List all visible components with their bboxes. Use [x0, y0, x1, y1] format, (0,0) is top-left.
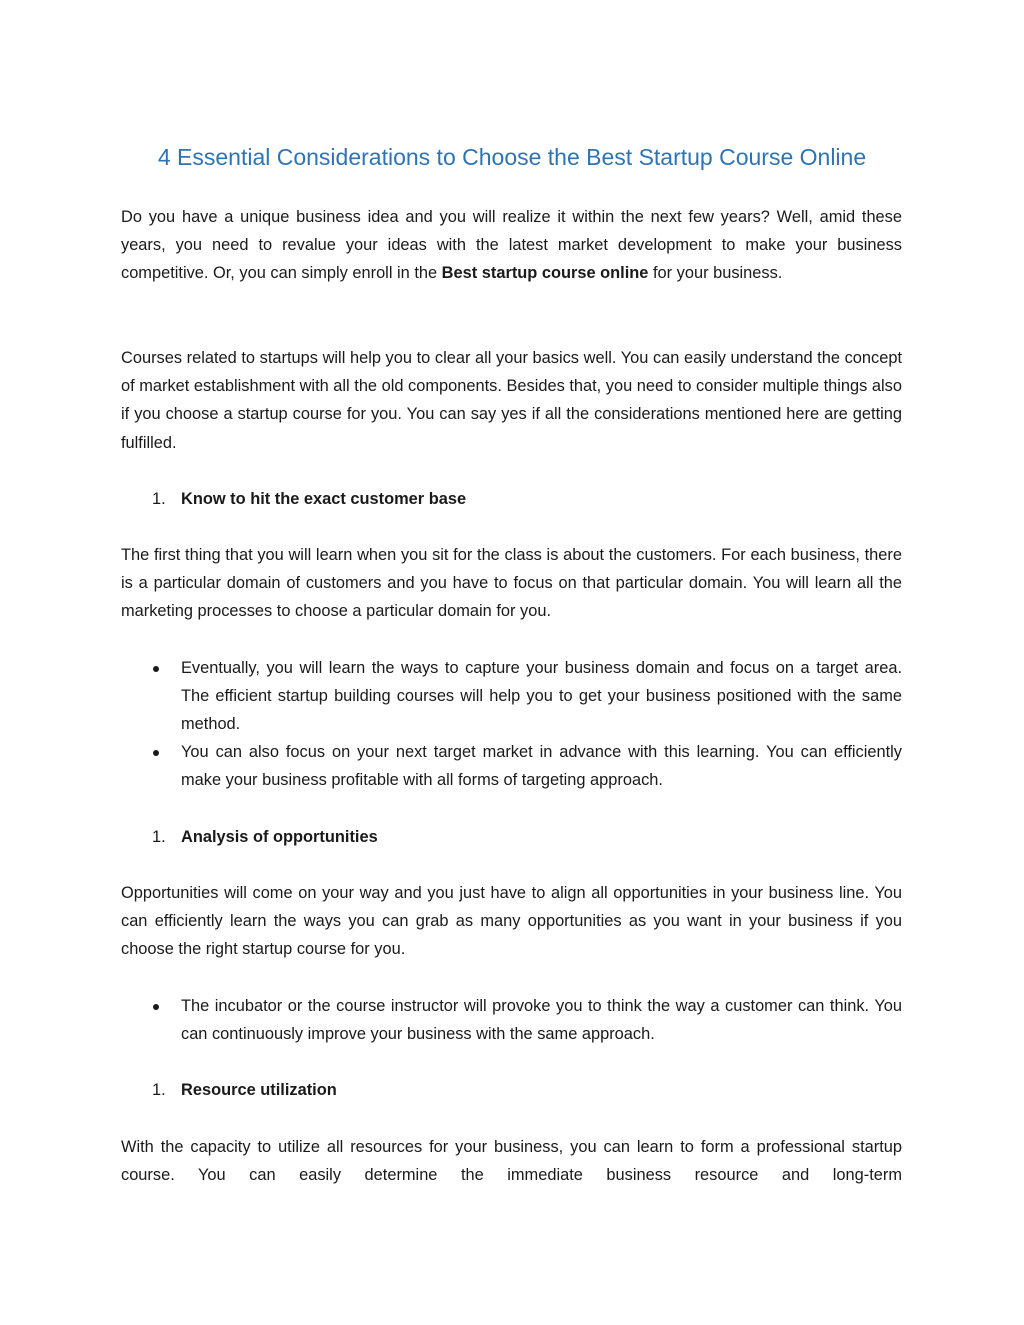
section-number: 1.: [152, 490, 166, 508]
bullet-icon: [153, 750, 159, 756]
section-heading-resource-utilization: [152, 1076, 337, 1104]
section-heading-text: Know to hit the exact customer base: [181, 490, 467, 508]
bullet-item: Eventually, you will learn the ways to capture your business domain and focus on a target area. The efficient startup building courses will help you to get your business positioned with the same method.: [181, 659, 902, 734]
bullet-icon: [153, 1004, 159, 1010]
section-number: 1.: [152, 828, 166, 846]
section-heading-text: Analysis of opportunities: [181, 828, 378, 846]
bullet-item: You can also focus on your next target market in advance with this learning. You can efficiently make your business profitable with all forms of targeting approach.: [181, 743, 902, 790]
section-number: 1.: [152, 1081, 166, 1099]
intro-paragraph: [121, 203, 902, 288]
section-heading-customer-base: [152, 485, 466, 513]
intro-highlight: Best startup course online: [441, 264, 649, 283]
section-body-opportunities: Opportunities will come on your way and you just have to align all opportunities in your business line. You can efficiently learn the ways you can grab as many opportunities as you want in your business if you choose the right startup course for you.: [121, 884, 902, 959]
section-heading-text: Resource utilization: [181, 1081, 337, 1099]
document-title: 4 Essential Considerations to Choose the Best Startup Course Online: [157, 144, 867, 170]
bullet-item: The incubator or the course instructor will provoke you to think the way a customer can think. You can continuously improve your business with the same approach.: [181, 997, 902, 1044]
intro-text-after: for your business.: [648, 264, 783, 283]
courses-paragraph: Courses related to startups will help you to clear all your basics well. You can easily understand the concept of market establishment with all the old components. Besides that, you need to consider multiple things also if you choose a startup course for you. You can say yes if all the considerations mentioned here are getting fulfilled.: [121, 349, 902, 452]
section-body-resource-utilization: With the capacity to utilize all resources for your business, you can learn to form a professional startup course. You can easily determine the immediate business resource and long-term: [121, 1138, 902, 1185]
section-heading-opportunities: [152, 823, 378, 851]
section-body-customer-base: The first thing that you will learn when you sit for the class is about the customers. For each business, there is a particular domain of customers and you have to focus on that particular domain. You will learn all the marketing processes to choose a particular domain for you.: [121, 546, 902, 621]
intro-text-before: Do you have a unique business idea and you will realize it within the next few years? Well, amid these years, you need to revalue your ideas with the latest market development to make your business competitive. Or, you can simply enroll in the: [121, 208, 902, 283]
bullet-icon: [153, 666, 159, 672]
